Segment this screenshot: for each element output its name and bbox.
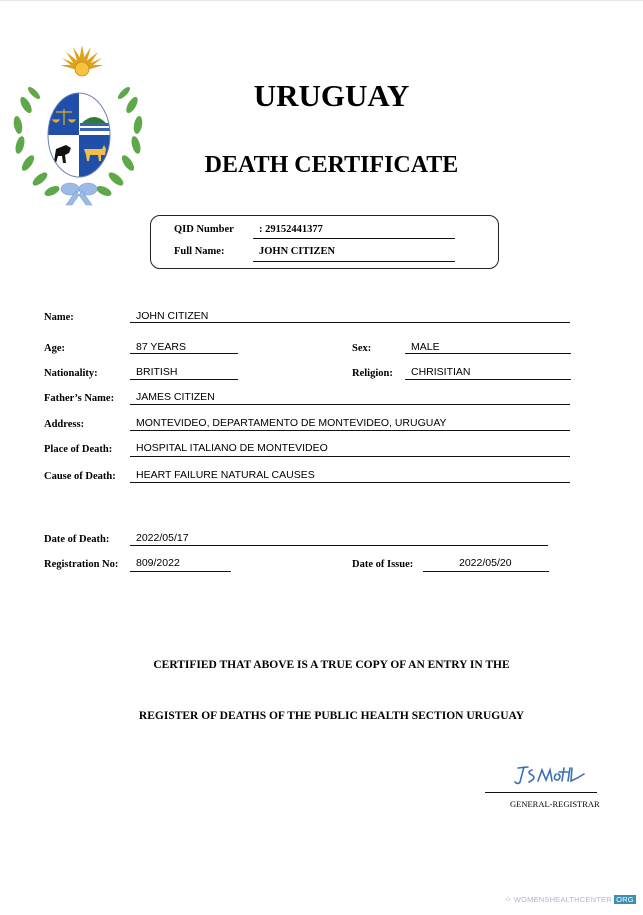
fathers-name-label: Father’s Name:: [44, 393, 115, 404]
fullname-underline: [253, 261, 455, 262]
document-title: DEATH CERTIFICATE: [204, 152, 459, 178]
address-value: MONTEVIDEO, DEPARTAMENTO DE MONTEVIDEO, URUGUAY: [136, 417, 447, 429]
religion-underline: [405, 379, 571, 380]
nationality-label: Nationality:: [44, 368, 98, 379]
cause-of-death-value: HEART FAILURE NATURAL CAUSES: [136, 469, 315, 481]
nationality-value: BRITISH: [136, 366, 178, 378]
qid-underline: [253, 238, 455, 239]
name-underline: [130, 322, 570, 323]
nationality-underline: [130, 379, 238, 380]
address-label: Address:: [44, 419, 85, 430]
sun-icon: [60, 45, 104, 76]
sex-label: Sex:: [352, 343, 372, 354]
age-label: Age:: [44, 343, 65, 354]
watermark-org-badge: ORG: [616, 895, 634, 904]
certification-line-1: CERTIFIED THAT ABOVE IS A TRUE COPY OF AN ENTRY IN THE: [153, 659, 510, 671]
certification-line-2: REGISTER OF DEATHS OF THE PUBLIC HEALTH SECTION URUGUAY: [138, 710, 525, 722]
age-underline: [130, 353, 238, 354]
date-of-death-value: 2022/05/17: [136, 532, 189, 544]
sex-value: MALE: [411, 341, 440, 353]
registration-no-underline: [130, 571, 231, 572]
date-of-issue-underline: [423, 571, 549, 572]
place-of-death-label: Place of Death:: [44, 444, 113, 455]
signature-line: [485, 792, 597, 793]
date-of-issue-label: Date of Issue:: [352, 559, 414, 570]
country-title: URUGUAY: [253, 78, 410, 113]
place-of-death-value: HOSPITAL ITALIANO DE MONTEVIDEO: [136, 442, 328, 454]
address-underline: [130, 430, 570, 431]
sex-underline: [405, 353, 571, 354]
registrar-signature: [512, 762, 592, 788]
fullname-label: Full Name:: [174, 246, 225, 257]
page-top-border: [0, 0, 643, 1]
coat-of-arms-emblem: [8, 45, 146, 210]
religion-value: CHRISITIAN: [411, 366, 471, 378]
watermark-dots-icon: ⁘: [505, 895, 512, 904]
registration-no-label: Registration No:: [44, 559, 119, 570]
religion-label: Religion:: [352, 368, 393, 379]
fathers-name-underline: [130, 404, 570, 405]
age-value: 87 YEARS: [136, 341, 187, 353]
date-of-issue-value: 2022/05/20: [459, 557, 512, 569]
cause-of-death-label: Cause of Death:: [44, 471, 116, 482]
registrar-title: GENERAL-REGISTRAR: [510, 799, 600, 809]
place-of-death-underline: [130, 456, 570, 457]
date-of-death-label: Date of Death:: [44, 534, 110, 545]
name-label: Name:: [44, 312, 74, 323]
cause-of-death-underline: [130, 482, 570, 483]
watermark-text: WOMENSHEALTHCENTER: [513, 895, 612, 904]
qid-value: : 29152441377: [259, 224, 323, 235]
name-value: JOHN CITIZEN: [136, 310, 209, 322]
registration-no-value: 809/2022: [136, 557, 180, 569]
date-of-death-underline: [130, 545, 548, 546]
qid-label: QID Number: [174, 224, 234, 235]
fullname-value: JOHN CITIZEN: [259, 246, 336, 257]
fathers-name-value: JAMES CITIZEN: [136, 391, 215, 403]
watermark: [505, 895, 636, 904]
